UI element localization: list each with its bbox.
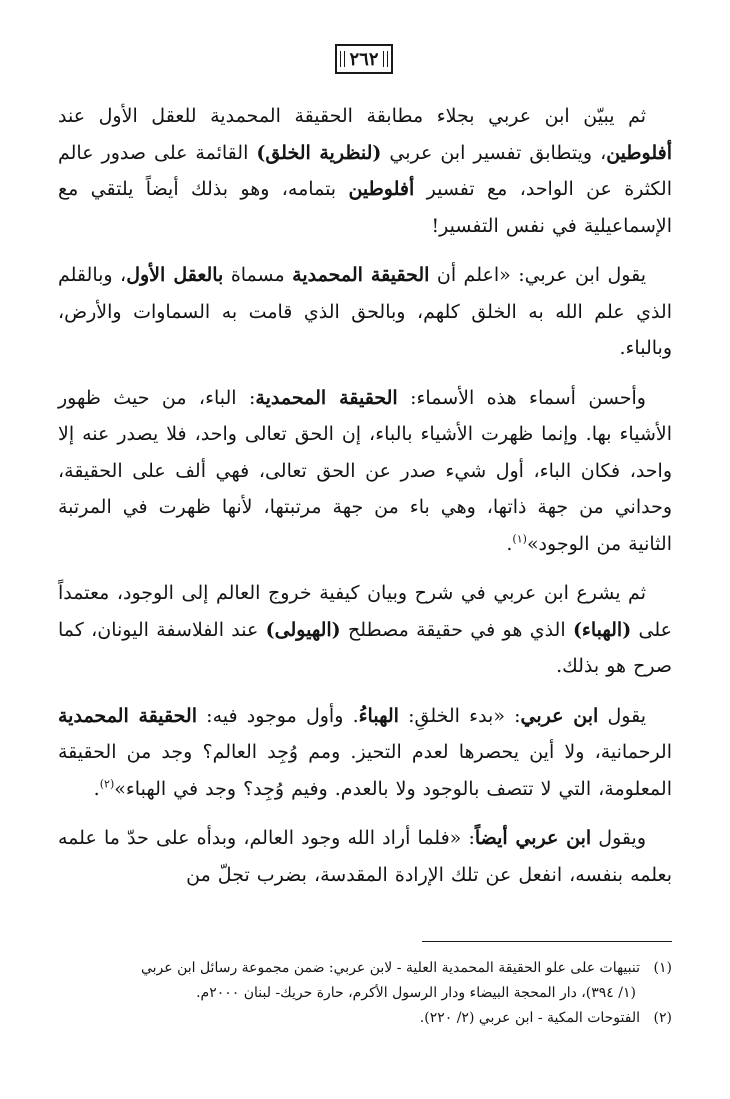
paragraph-text: ثم يشرع ابن عربي في شرح وبيان كيفية خروج العالم إلى الوجود، معتمداً على	[58, 582, 672, 641]
paragraph-text: .	[93, 777, 100, 800]
paragraph-text: وأحسن أسماء هذه الأسماء:	[397, 386, 646, 409]
paragraph-text: ويقول	[591, 827, 647, 849]
bold-term: الحقيقة المحمدية	[58, 704, 197, 727]
paragraph-text: . وأول موجود فيه:	[196, 704, 359, 727]
paragraph-6	[58, 820, 672, 893]
paragraph-text: عند الفلاسفة اليونان، كما صرح هو بذلك.	[58, 618, 672, 677]
bold-term: الحقيقة المحمدية	[292, 264, 430, 286]
paragraph-1	[58, 98, 672, 244]
footnote-text: الفتوحات المكية - ابن عربي (٢/ ٢٢٠).	[419, 1010, 640, 1026]
bold-term: بالعقل الأول	[126, 264, 224, 286]
bold-term: (لنظرية الخلق)	[256, 141, 382, 164]
paragraph-text: .	[506, 532, 513, 555]
paragraph-2	[58, 257, 672, 367]
footnote-number: (١)	[653, 960, 672, 976]
footnote-ref: (٢)	[99, 777, 115, 791]
footnote-divider	[422, 941, 672, 942]
paragraph-text: : «فلما أراد الله وجود العالم، وبدأه على حدّ ما علمه بعلمه بنفسه، انفعل عن تلك الإرادة المقدسة، بضرب تجلّ من	[58, 827, 672, 886]
paragraph-5	[58, 698, 672, 808]
paragraph-text: الرحمانية، ولا أين يحصرها لعدم التحيز. ومم وُجِد العالم؟ وجد من الحقيقة المعلومة، التي لا تتصف بالوجود ولا بالعدم. وفيم وُجِد؟ وجد في الهباء»	[58, 741, 672, 800]
paragraph-text: يقول	[598, 704, 646, 727]
page-number: ٢٦٢	[349, 48, 379, 70]
footnotes	[58, 956, 672, 1031]
paragraph-text: : «بدء الخلقِ:	[398, 704, 521, 727]
paragraph-4	[58, 575, 672, 685]
paragraph-text: ، ويتطابق تفسير ابن عربي	[381, 141, 607, 164]
paragraph-text: الذي هو في حقيقة مصطلح	[340, 618, 573, 641]
bold-term: الهباءُ	[358, 704, 399, 727]
paragraph-text: القائمة على صدور عالم الكثرة عن الواحد، مع تفسير	[58, 141, 672, 200]
footnote-2	[58, 1006, 672, 1031]
paragraph-text: : الباء، من حيث ظهور الأشياء بها. وإنما ظهرت الأشياء بالباء، إن الحق تعالى واحد، فلا يصدر عنه إلا واحد، فكان الباء، أول شيء صدر عن الحق تعالى، فهي ألف على الحقيقة، وحداني من جهة ذاتها، وهي باء من جهة مرتبتها، لأنها ظهرت في المرتبة الثانية من الوجود»	[58, 386, 672, 555]
paragraph-text: بتمامه، وهو بذلك أيضاً يلتقي مع الإسماعيلية في نفس التفسير!	[58, 178, 672, 237]
bold-term: ابن عربي أيضاً	[474, 827, 592, 849]
paragraph-text: ثم يبيّن ابن عربي بجلاء مطابقة الحقيقة المحمدية للعقل الأول عند	[58, 105, 646, 127]
paragraph-text: يقول ابن عربي: «اعلم أن	[429, 264, 647, 286]
footnote-ref: (١)	[512, 532, 527, 546]
paragraph-text: مسماة	[223, 264, 293, 286]
page-number-frame	[335, 44, 393, 74]
footnote-text: تنبيهات على علو الحقيقة المحمدية العلية - لابن عربي: ضمن مجموعة رسائل ابن عربي	[140, 960, 640, 976]
bold-term: أفلوطين	[606, 141, 672, 164]
footnote-number: (٢)	[653, 1010, 672, 1026]
paragraph-text: ، وبالقلم الذي علم الله به الخلق كلهم، وبالحق الذي قامت به السماوات والأرض، وبالباء.	[58, 264, 672, 359]
footnote-text: (١/ ٣٩٤)، دار المحجة البيضاء ودار الرسول الأكرم، حارة حريك- لبنان ٢٠٠٠م.	[196, 985, 636, 1001]
bold-term: (الهباء)	[572, 618, 632, 641]
footnote-1-continued	[58, 981, 672, 1006]
bold-term: ابن عربي	[520, 704, 599, 727]
bold-term: الحقيقة المحمدية	[255, 386, 398, 409]
footnote-1	[58, 956, 672, 981]
bold-term: أفلوطين	[348, 178, 415, 200]
paragraph-3	[58, 380, 672, 563]
bold-term: (الهيولى)	[265, 618, 341, 641]
main-text	[58, 98, 672, 906]
